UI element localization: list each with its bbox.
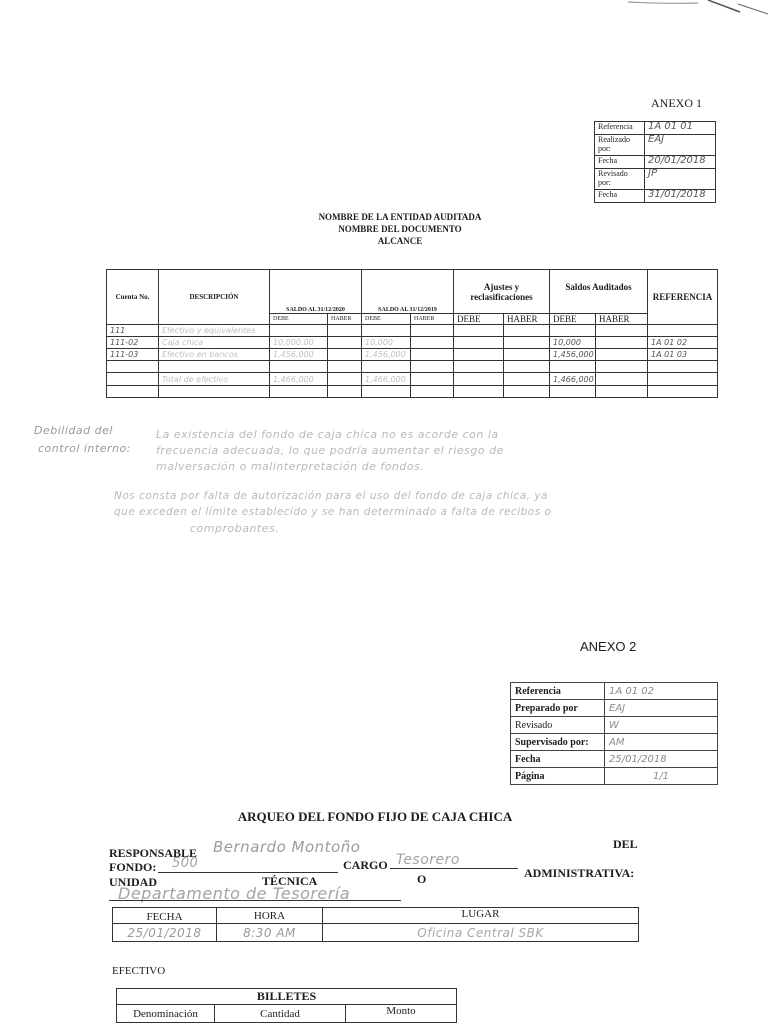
cell-debit-2019: 10,000 xyxy=(362,337,411,349)
lugar-header: LUGAR xyxy=(323,908,639,924)
table-row xyxy=(107,361,718,373)
o-label: O xyxy=(417,872,427,886)
ref-value: 1/1 xyxy=(605,768,718,785)
ref-value: 1A 01 02 xyxy=(605,683,718,700)
ref-value: 25/01/2018 xyxy=(605,751,718,768)
del-label: DEL xyxy=(613,837,638,851)
ref-row xyxy=(595,122,716,135)
cell-debit-2020 xyxy=(270,325,328,337)
cell-reference xyxy=(648,325,718,337)
col-reference-header: REFERENCIA xyxy=(648,270,718,325)
cell-description: Total de efectivo xyxy=(159,373,270,386)
ref-value: EAJ xyxy=(645,135,716,156)
cell-reference xyxy=(648,373,718,386)
cell-account: 111-02 xyxy=(107,337,159,349)
ref-label: Revisado por: xyxy=(595,169,645,190)
hora-value: 8:30 AM xyxy=(217,924,323,942)
fecha-header: FECHA xyxy=(113,908,217,924)
table-row xyxy=(107,349,718,361)
document-name: NOMBRE DEL DOCUMENTO xyxy=(338,224,462,234)
unidad-underline xyxy=(109,900,401,901)
sub-credit: HABER xyxy=(596,314,648,325)
ref-value: W xyxy=(605,717,718,734)
table-row xyxy=(107,325,718,337)
ref-row xyxy=(511,734,718,751)
ref-row xyxy=(595,135,716,156)
ref-row xyxy=(511,683,718,700)
ref-value: EAJ xyxy=(605,700,718,717)
sub-credit: HABER xyxy=(504,314,550,325)
ref-value: JP xyxy=(645,169,716,190)
notes-line-3: malversación o malinterpretación de fondos. xyxy=(156,460,425,473)
annex1-heading xyxy=(250,211,550,247)
entity-name: NOMBRE DE LA ENTIDAD AUDITADA xyxy=(318,212,482,222)
responsable-value: Bernardo Montoño xyxy=(213,838,361,856)
col-denominacion: Denominación xyxy=(117,1005,215,1023)
ref-row xyxy=(595,156,716,169)
ref-row xyxy=(511,700,718,717)
sub-debit: DEBE xyxy=(454,314,504,325)
ref-value: AM xyxy=(605,734,718,751)
cell-description: Efectivo en bancos xyxy=(159,349,270,361)
notes-line-2: frecuencia adecuada, lo que podría aumentar el riesgo de xyxy=(156,444,504,457)
table-row xyxy=(107,337,718,349)
cell-account xyxy=(107,373,159,386)
notes-line-4: Nos consta por falta de autorización para el uso del fondo de caja chica, ya xyxy=(114,490,548,502)
ref-row xyxy=(511,717,718,734)
col-account-header: Cuenta No. xyxy=(107,270,159,325)
schedule-table xyxy=(112,907,639,942)
fondo-label: FONDO: xyxy=(109,860,157,874)
ref-value: 1A 01 01 xyxy=(645,122,716,135)
ref-label: Realizado por: xyxy=(595,135,645,156)
cell-reference: 1A 01 03 xyxy=(648,349,718,361)
cell-description: Efectivo y equivalentes xyxy=(159,325,270,337)
col-description-header: DESCRIPCIÓN xyxy=(159,270,270,325)
cell-account: 111 xyxy=(107,325,159,337)
cell-audited-debit: 10,000 xyxy=(550,337,596,349)
fondo-underline xyxy=(158,872,338,873)
responsable-label: RESPONSABLE xyxy=(109,846,198,860)
billetes-title: BILLETES xyxy=(117,989,457,1005)
ref-label: Referencia xyxy=(511,683,605,700)
cell-debit-2019: 1,466,000 xyxy=(362,373,411,386)
col-balance-2019-header: SALDO AL 31/12/2019 xyxy=(362,270,454,314)
annex2-reference-box xyxy=(510,682,718,785)
ref-label: Preparado por xyxy=(511,700,605,717)
notes-label-2: control interno: xyxy=(38,442,131,455)
unidad-label: UNIDAD xyxy=(109,875,157,889)
cell-debit-2019 xyxy=(362,325,411,337)
cargo-label: CARGO xyxy=(343,858,388,872)
notes-line-5: que exceden el límite establecido y se han determinado a falta de recibos o xyxy=(114,506,552,518)
annex2-heading: ARQUEO DEL FONDO FIJO DE CAJA CHICA xyxy=(237,809,513,824)
efectivo-label: EFECTIVO xyxy=(112,965,166,977)
table-row xyxy=(107,373,718,386)
fecha-value: 25/01/2018 xyxy=(113,924,217,942)
tecnica-label: TÉCNICA xyxy=(262,874,318,888)
ref-value: 31/01/2018 xyxy=(645,190,716,203)
cell-audited-debit: 1,456,000 xyxy=(550,349,596,361)
billetes-table xyxy=(116,988,457,1023)
ref-row xyxy=(511,751,718,768)
audit-balance-table xyxy=(106,269,718,398)
ref-label: Referencia xyxy=(595,122,645,135)
col-balance-2020-header: SALDO AL 31/12/2020 xyxy=(270,270,362,314)
sub-credit: HABER xyxy=(411,314,454,325)
annex1-reference-box xyxy=(594,121,716,203)
col-cantidad: Cantidad xyxy=(215,1005,346,1023)
cell-debit-2020: 1,466,000 xyxy=(270,373,328,386)
sub-debit: DEBE xyxy=(270,314,328,325)
administrativa-label: ADMINISTRATIVA: xyxy=(524,866,635,880)
sub-credit: HABER xyxy=(328,314,362,325)
cell-debit-2020: 10,000.00 xyxy=(270,337,328,349)
ref-label: Fecha xyxy=(595,156,645,169)
col-adjustments-header: Ajustes y reclasificaciones xyxy=(454,270,550,314)
cell-audited-debit xyxy=(550,325,596,337)
fondo-value: 500 xyxy=(172,856,199,871)
sub-debit: DEBE xyxy=(362,314,411,325)
cell-debit-2019: 1,456,000 xyxy=(362,349,411,361)
ref-row xyxy=(595,169,716,190)
notes-label-1: Debilidad del xyxy=(34,424,113,437)
cargo-value: Tesorero xyxy=(396,852,460,868)
cell-audited-debit: 1,466,000 xyxy=(550,373,596,386)
ref-value: 20/01/2018 xyxy=(645,156,716,169)
corner-scribble xyxy=(628,0,768,20)
ref-label: Página xyxy=(511,768,605,785)
notes-line-1: La existencia del fondo de caja chica no es acorde con la xyxy=(156,428,499,441)
ref-label: Supervisado por: xyxy=(511,734,605,751)
hora-header: HORA xyxy=(217,908,323,924)
sub-debit: DEBE xyxy=(550,314,596,325)
cell-account: 111-03 xyxy=(107,349,159,361)
cell-debit-2020: 1,456,000 xyxy=(270,349,328,361)
unidad-value: Departamento de Tesorería xyxy=(118,884,351,903)
cell-reference: 1A 01 02 xyxy=(648,337,718,349)
col-monto: Monto xyxy=(346,1005,457,1023)
cell-description: Caja chica xyxy=(159,337,270,349)
table-row xyxy=(107,386,718,398)
scope: ALCANCE xyxy=(377,236,423,246)
ref-row xyxy=(511,768,718,785)
cargo-underline xyxy=(390,868,518,869)
lugar-value: Oficina Central SBK xyxy=(323,924,639,942)
ref-row xyxy=(595,190,716,203)
col-audited-header: Saldos Auditados xyxy=(550,270,648,314)
notes-line-6: comprobantes. xyxy=(190,522,280,535)
ref-label: Revisado xyxy=(511,717,605,734)
annex1-title: ANEXO 1 xyxy=(651,96,702,110)
ref-label: Fecha xyxy=(595,190,645,203)
ref-label: Fecha xyxy=(511,751,605,768)
annex2-title: ANEXO 2 xyxy=(580,639,637,654)
